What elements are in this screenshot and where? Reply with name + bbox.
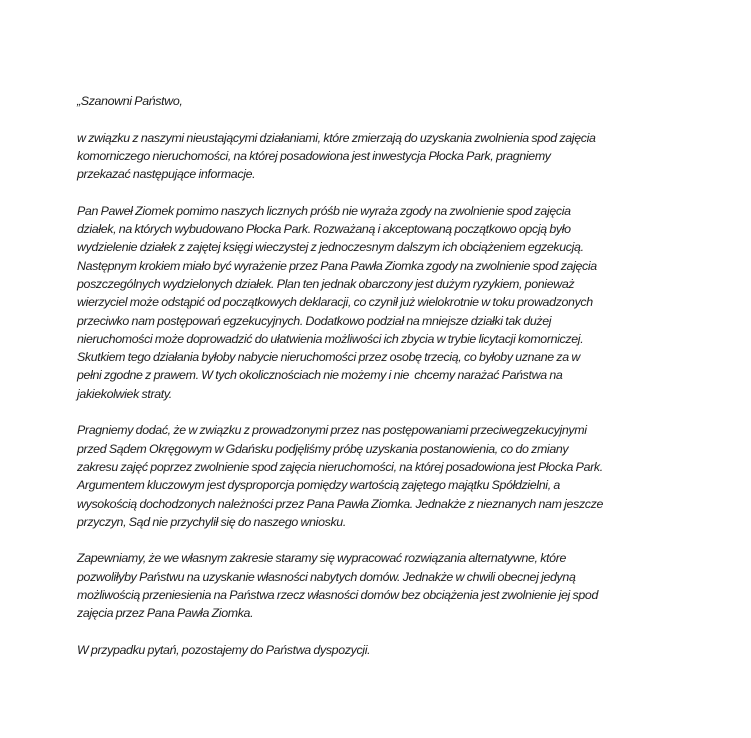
text-line: przekazać następujące informacje.	[77, 167, 256, 182]
text-line: w związku z naszymi nieustającymi działaniami, które zmierzają do uzyskania zwolnienia spod zajęcia	[77, 130, 596, 145]
paragraph-assurance	[77, 549, 697, 622]
text-line: przyczyn, Sąd nie przychylił się do naszego wniosku.	[77, 514, 346, 529]
text-line: Zapewniamy, że we własnym zakresie staramy się wypracować rozwiązania alternatywne, które	[77, 551, 567, 566]
text-line: przeciwko nam postępowań egzekucyjnych. Dodatkowo podział na mniejsze działki tak dużej	[77, 313, 552, 328]
text-line: wierzyciel może odstąpić od początkowych deklaracji, co czynił już wielokrotnie w toku prowadzonych	[77, 295, 593, 310]
text-line: komorniczego nieruchomości, na której posadowiona jest inwestycja Płocka Park, pragniemy	[77, 148, 551, 163]
text-line: Pragniemy dodać, że w związku z prowadzonymi przez nas postępowaniami przeciwegzekucyjnymi	[77, 423, 587, 438]
paragraph-closing	[77, 641, 697, 659]
text-line: zajęcia przez Pana Pawła Ziomka.	[77, 606, 254, 621]
text-line: poszczególnych wydzielonych działek. Plan ten jednak obarczony jest dużym ryzykiem, ponieważ	[77, 276, 575, 291]
text-line: pozwoliłyby Państwu na uzyskanie własności nabytych domów. Jednakże w chwili obecnej jedyną	[77, 569, 576, 584]
text-line: przed Sądem Okręgowym w Gdańsku podjęliśmy próbę uzyskania postanowienia, co do zmiany	[77, 441, 569, 456]
text-line: możliwością przeniesienia na Państwa rzecz własności domów bez obciążenia jest zwolnienie jej spod	[77, 588, 599, 603]
text-line: Następnym krokiem miało być wyrażenie przez Pana Pawła Ziomka zgody na zwolnienie spod zajęcia	[77, 258, 597, 273]
text-line: pełni zgodne z prawem. W tych okolicznościach nie możemy i nie chcemy narażać Państwa na	[77, 368, 563, 383]
text-line: działek, na których wybudowano Płocka Park. Rozważaną i akceptowaną początkowo opcją było	[77, 222, 571, 237]
text-line: wydzielenie działek z zajętej księgi wieczystej z jednoczesnym dalszym ich obciążeniem egzekucją.	[77, 240, 584, 255]
text-line: wysokością dochodzonych należności przez Pana Pawła Ziomka. Jednakże z nieznanych nam jeszcze	[77, 496, 604, 511]
paragraph-intro	[77, 129, 697, 184]
text-line: jakiekolwiek straty.	[77, 386, 172, 401]
letter-greeting	[77, 92, 697, 110]
text-line: W przypadku pytań, pozostajemy do Państwa dyspozycji.	[77, 642, 371, 657]
text-line: Argumentem kluczowym jest dysproporcja pomiędzy wartością zajętego majątku Spółdzielni, a	[77, 478, 560, 493]
paragraph-situation	[77, 202, 697, 403]
letter-body	[77, 92, 697, 678]
text-line: „Szanowni Państwo,	[77, 94, 183, 108]
text-line: Skutkiem tego działania byłoby nabycie nieruchomości przez osobę trzecią, co byłoby uznane za w	[77, 350, 580, 365]
paragraph-court	[77, 421, 697, 531]
text-line: zakresu zajęć poprzez zwolnienie spod zajęcia nieruchomości, na której posadowiona jest Płocka Park.	[77, 459, 603, 474]
text-line: nieruchomości może doprowadzić do ułatwienia możliwości ich zbycia w trybie licytacji komorniczej.	[77, 331, 584, 346]
text-line: Pan Paweł Ziomek pomimo naszych licznych próśb nie wyraża zgody na zwolnienie spod zajęcia	[77, 203, 571, 218]
